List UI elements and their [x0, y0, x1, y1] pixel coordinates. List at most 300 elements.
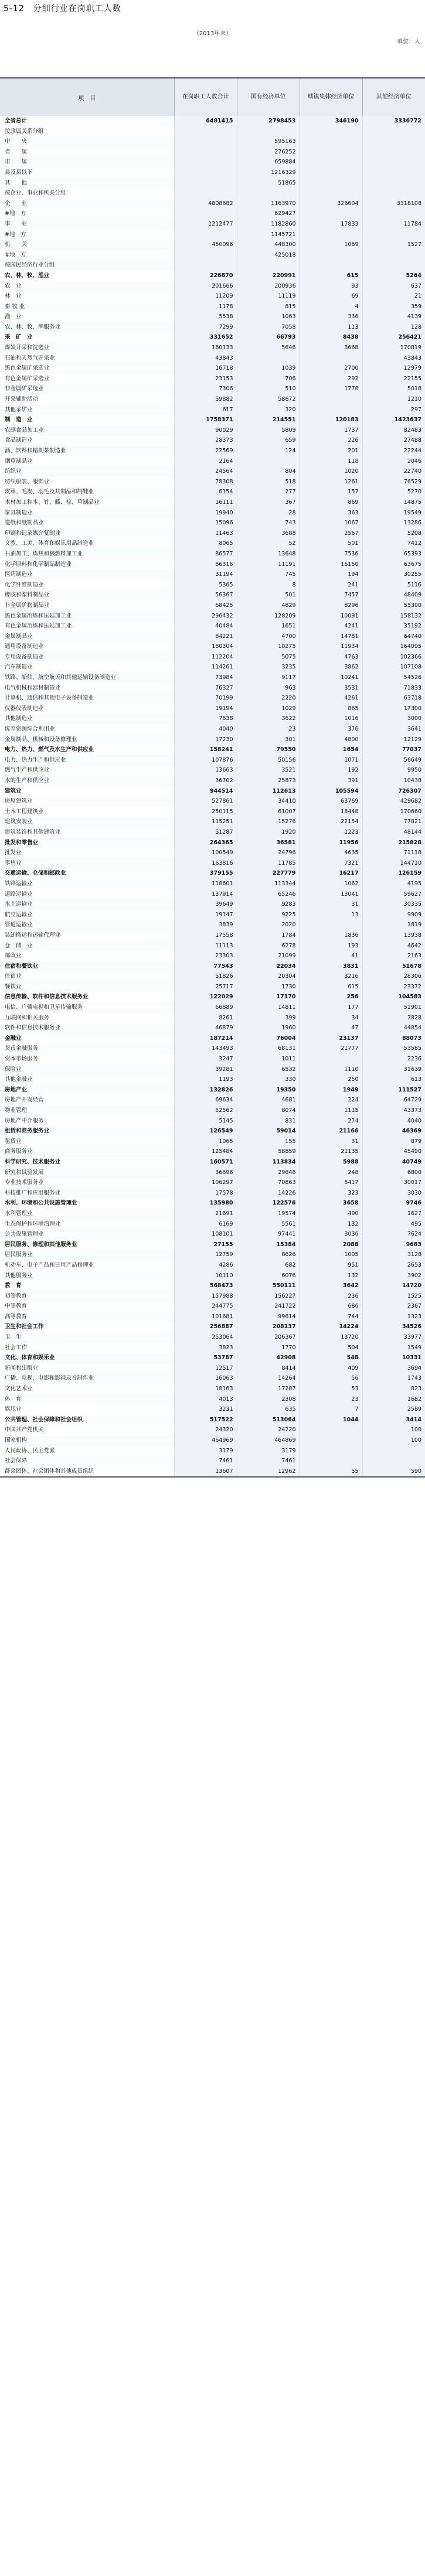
- cell-state: 1029: [237, 704, 300, 714]
- cell-collective: 224: [300, 1095, 362, 1106]
- table-row: [0, 580, 425, 591]
- cell-total: 90029: [174, 425, 237, 436]
- cell-total: 8065: [174, 538, 237, 549]
- table-row: [0, 343, 425, 353]
- cell-total: 944514: [174, 786, 237, 797]
- row-label: 酒、饮料和精制茶制造业: [0, 446, 174, 456]
- cell-state: 743: [237, 518, 300, 528]
- cell-total: 86316: [174, 559, 237, 570]
- cell-collective: 951: [300, 1260, 362, 1271]
- table-row: [0, 1260, 425, 1271]
- row-label: 全省总计: [0, 116, 174, 127]
- cell-state: 8414: [237, 1363, 300, 1374]
- cell-collective: 7321: [300, 858, 362, 869]
- row-label: 房地产中介服务: [0, 1116, 174, 1127]
- cell-collective: 63769: [300, 796, 362, 807]
- cell-other: 63675: [362, 559, 425, 570]
- cell-state: 50156: [237, 755, 300, 766]
- cell-state: 2220: [237, 693, 300, 704]
- cell-total: [174, 260, 237, 271]
- table-body: [0, 116, 425, 1477]
- cell-state: 8626: [237, 1250, 300, 1260]
- cell-other: 10438: [362, 776, 425, 786]
- cell-other: 1525: [362, 1291, 425, 1302]
- cell-total: 51287: [174, 827, 237, 838]
- cell-other: 12129: [362, 735, 425, 745]
- cell-state: 14226: [237, 1188, 300, 1199]
- cell-state: 220991: [237, 271, 300, 281]
- cell-other: 9746: [362, 1198, 425, 1209]
- cell-total: 126549: [174, 1126, 237, 1137]
- cell-collective: 4241: [300, 621, 362, 632]
- cell-state: 1063: [237, 312, 300, 322]
- cell-state: 124: [237, 446, 300, 456]
- cell-collective: [300, 209, 362, 219]
- table-row: [0, 776, 425, 786]
- table-row: [0, 1209, 425, 1219]
- row-label: 国家机构: [0, 1435, 174, 1446]
- cell-state: 1784: [237, 930, 300, 941]
- cell-other: 14875: [362, 497, 425, 508]
- cell-other: 823: [362, 1384, 425, 1394]
- table-row: [0, 1456, 425, 1466]
- row-label: 公共管理、社会保障和社会组织: [0, 1415, 174, 1425]
- cell-total: 16063: [174, 1373, 237, 1384]
- table-row: [0, 1198, 425, 1209]
- cell-total: [174, 157, 237, 168]
- cell-other: 88073: [362, 1033, 425, 1044]
- table-row: [0, 1332, 425, 1343]
- cell-total: 101681: [174, 1312, 237, 1322]
- row-label: 建筑安装业: [0, 817, 174, 827]
- cell-collective: 23: [300, 1394, 362, 1405]
- cell-collective: 3036: [300, 1229, 362, 1240]
- cell-state: 24220: [237, 1425, 300, 1435]
- cell-state: 42908: [237, 1353, 300, 1363]
- cell-collective: 56: [300, 1373, 362, 1384]
- table-row: [0, 518, 425, 528]
- cell-collective: 865: [300, 704, 362, 714]
- row-label: 中国共产党机关: [0, 1425, 174, 1435]
- cell-total: 135980: [174, 1198, 237, 1209]
- table-row: [0, 868, 425, 879]
- cell-other: 9683: [362, 1240, 425, 1250]
- table-row: [0, 601, 425, 611]
- cell-other: 11784: [362, 219, 425, 230]
- cell-total: [174, 168, 237, 178]
- table-row: [0, 807, 425, 817]
- row-label: 邮政业: [0, 951, 174, 961]
- table-row: [0, 714, 425, 724]
- cell-total: 3247: [174, 1054, 237, 1064]
- table-row: [0, 549, 425, 559]
- table-row: [0, 559, 425, 570]
- table-row: [0, 466, 425, 477]
- cell-total: 107876: [174, 755, 237, 766]
- cell-other: 495: [362, 1219, 425, 1230]
- cell-state: 963: [237, 683, 300, 694]
- row-label: 农、林、牧、渔服务业: [0, 322, 174, 333]
- cell-state: 28: [237, 508, 300, 518]
- cell-total: 56367: [174, 590, 237, 601]
- cell-total: 4013: [174, 1394, 237, 1405]
- row-label: 市 属: [0, 157, 174, 168]
- row-label: 按隶属关系分组: [0, 127, 174, 137]
- cell-other: 2653: [362, 1260, 425, 1271]
- row-label: 造纸和纸制品业: [0, 518, 174, 528]
- cell-state: 464869: [237, 1435, 300, 1446]
- cell-collective: 34: [300, 1013, 362, 1023]
- cell-total: 5145: [174, 1116, 237, 1127]
- table-row: [0, 394, 425, 405]
- table-row: [0, 353, 425, 364]
- table-row: [0, 260, 425, 271]
- cell-state: 113834: [237, 1157, 300, 1168]
- cell-total: 25717: [174, 982, 237, 992]
- row-label: 省 属: [0, 147, 174, 158]
- cell-total: 256887: [174, 1322, 237, 1332]
- cell-state: 128209: [237, 611, 300, 622]
- cell-state: 513064: [237, 1415, 300, 1425]
- cell-collective: 256: [300, 992, 362, 1002]
- row-label: 水利管理业: [0, 1209, 174, 1219]
- cell-other: 59627: [362, 889, 425, 900]
- row-label: 娱乐业: [0, 1404, 174, 1415]
- row-label: 电力、热力、燃气及水生产和供应业: [0, 745, 174, 755]
- cell-collective: 177: [300, 1002, 362, 1013]
- table-row: [0, 332, 425, 343]
- cell-state: 7058: [237, 322, 300, 333]
- cell-state: 200936: [237, 281, 300, 292]
- cell-state: 635: [237, 1404, 300, 1415]
- table-row: [0, 817, 425, 827]
- table-row: [0, 477, 425, 487]
- cell-total: [174, 137, 237, 147]
- cell-state: 4681: [237, 1095, 300, 1106]
- table-row: [0, 899, 425, 910]
- cell-collective: 4261: [300, 693, 362, 704]
- cell-other: 12979: [362, 363, 425, 374]
- table-row: [0, 1404, 425, 1415]
- cell-collective: 47: [300, 1023, 362, 1033]
- cell-collective: 323: [300, 1188, 362, 1199]
- cell-total: 13607: [174, 1466, 237, 1478]
- table-row: [0, 528, 425, 539]
- row-label: 有色金属冶炼和压延加工业: [0, 621, 174, 632]
- table-row: [0, 312, 425, 322]
- row-label: 居民服务、修理和其他服务业: [0, 1240, 174, 1250]
- cell-collective: 241: [300, 580, 362, 591]
- cell-other: 590: [362, 1466, 425, 1478]
- cell-total: 4286: [174, 1260, 237, 1271]
- cell-state: 659: [237, 435, 300, 446]
- cell-other: 1627: [362, 1209, 425, 1219]
- cell-collective: 292: [300, 374, 362, 384]
- cell-total: 115251: [174, 817, 237, 827]
- cell-total: 1178: [174, 302, 237, 312]
- cell-collective: 157: [300, 487, 362, 497]
- row-label: 交通运输、仓储和邮政业: [0, 868, 174, 879]
- cell-state: 277: [237, 487, 300, 497]
- row-label: 水的生产和供应业: [0, 776, 174, 786]
- cell-state: 8: [237, 580, 300, 591]
- cell-other: 82483: [362, 425, 425, 436]
- cell-collective: 3216: [300, 971, 362, 982]
- cell-total: 296432: [174, 611, 237, 622]
- cell-total: 617: [174, 405, 237, 415]
- cell-total: 3231: [174, 1404, 237, 1415]
- row-label: 按国民经济行业分组: [0, 260, 174, 271]
- cell-state: 804: [237, 466, 300, 477]
- table-row: [0, 127, 425, 137]
- table-row: [0, 1394, 425, 1405]
- cell-state: 1163970: [237, 199, 300, 209]
- cell-state: 99614: [237, 1312, 300, 1322]
- cell-total: 39281: [174, 1064, 237, 1075]
- row-label: 道路运输业: [0, 889, 174, 900]
- cell-total: 68425: [174, 601, 237, 611]
- table-row: [0, 147, 425, 158]
- cell-state: 58859: [237, 1147, 300, 1157]
- cell-other: 1423637: [362, 415, 425, 425]
- cell-total: 4040: [174, 724, 237, 735]
- table-row: [0, 1301, 425, 1312]
- cell-total: 22569: [174, 446, 237, 456]
- cell-other: 215828: [362, 838, 425, 848]
- row-label: 零售业: [0, 858, 174, 869]
- table-row: [0, 538, 425, 549]
- row-label: 金属制品业: [0, 632, 174, 642]
- row-label: 燃气生产和供应业: [0, 765, 174, 776]
- row-label: 家具制造业: [0, 508, 174, 518]
- cell-state: 831: [237, 1116, 300, 1127]
- cell-other: 56649: [362, 755, 425, 766]
- cell-total: [174, 147, 237, 158]
- row-label: 电力、热力生产和供应业: [0, 755, 174, 766]
- cell-total: 76327: [174, 683, 237, 694]
- table-row: [0, 982, 425, 992]
- table-row: [0, 250, 425, 261]
- cell-other: 100: [362, 1425, 425, 1435]
- cell-other: 107108: [362, 662, 425, 673]
- cell-state: 52: [237, 538, 300, 549]
- row-label: 林 业: [0, 291, 174, 302]
- cell-total: 137914: [174, 889, 237, 900]
- cell-state: 24796: [237, 848, 300, 858]
- cell-state: 113344: [237, 879, 300, 889]
- row-label: 铁路、船舶、航空航天和其他运输设备制造业: [0, 673, 174, 683]
- cell-total: 250115: [174, 807, 237, 817]
- cell-collective: 501: [300, 538, 362, 549]
- cell-collective: 363: [300, 508, 362, 518]
- cell-state: [237, 353, 300, 364]
- cell-collective: 1654: [300, 745, 362, 755]
- cell-other: 7828: [362, 1013, 425, 1023]
- cell-total: 244775: [174, 1301, 237, 1312]
- cell-collective: 4: [300, 302, 362, 312]
- cell-state: [237, 260, 300, 271]
- cell-other: 13938: [362, 930, 425, 941]
- cell-other: 53585: [362, 1043, 425, 1054]
- cell-total: [174, 178, 237, 189]
- table-row: [0, 992, 425, 1002]
- cell-collective: 10241: [300, 673, 362, 683]
- row-label: 煤炭开采和洗选业: [0, 343, 174, 353]
- table-row: [0, 838, 425, 848]
- cell-state: 155: [237, 1137, 300, 1147]
- cell-state: 682: [237, 1260, 300, 1271]
- row-label: 居民服务业: [0, 1250, 174, 1260]
- row-label: 广播、电视、电影和影视录音制作业: [0, 1373, 174, 1384]
- cell-other: 5018: [362, 384, 425, 394]
- row-label: 铁路运输业: [0, 879, 174, 889]
- cell-other: 23372: [362, 982, 425, 992]
- table-row: [0, 137, 425, 147]
- cell-state: [237, 456, 300, 467]
- cell-collective: 248: [300, 1168, 362, 1178]
- cell-other: 104583: [362, 992, 425, 1002]
- row-label: 医药制造业: [0, 569, 174, 580]
- cell-state: 2308: [237, 1394, 300, 1405]
- row-label: 生态保护和环境治理业: [0, 1219, 174, 1230]
- cell-other: [362, 188, 425, 199]
- row-label: 互联网和相关服务: [0, 1013, 174, 1023]
- row-label: 农 业: [0, 281, 174, 292]
- cell-collective: 23137: [300, 1033, 362, 1044]
- cell-total: 28373: [174, 435, 237, 446]
- cell-collective: 194: [300, 569, 362, 580]
- cell-state: 61007: [237, 807, 300, 817]
- cell-other: [362, 168, 425, 178]
- row-label: 县及县以下: [0, 168, 174, 178]
- cell-total: 77543: [174, 961, 237, 972]
- cell-other: 3318108: [362, 199, 425, 209]
- row-label: 房地产业: [0, 1085, 174, 1096]
- cell-total: 112204: [174, 652, 237, 663]
- cell-collective: [300, 230, 362, 240]
- cell-state: 6076: [237, 1271, 300, 1281]
- unit-note: 单位：人: [397, 39, 420, 45]
- cell-collective: 17833: [300, 219, 362, 230]
- cell-collective: [300, 250, 362, 261]
- row-label: 社会工作: [0, 1343, 174, 1353]
- cell-state: [237, 188, 300, 199]
- table-row: [0, 405, 425, 415]
- row-label: 房屋建筑业: [0, 796, 174, 807]
- page-header: [0, 0, 425, 77]
- table-row: [0, 941, 425, 951]
- cell-total: 24564: [174, 466, 237, 477]
- cell-other: 27488: [362, 435, 425, 446]
- cell-state: 4700: [237, 632, 300, 642]
- cell-other: 48409: [362, 590, 425, 601]
- table-row: [0, 961, 425, 972]
- row-label: 机 关: [0, 240, 174, 250]
- cell-state: 17170: [237, 992, 300, 1002]
- table-row: [0, 1415, 425, 1425]
- table-row: [0, 1229, 425, 1240]
- row-label: 专用设备制造业: [0, 652, 174, 663]
- cell-state: 29648: [237, 1168, 300, 1178]
- cell-state: 510: [237, 384, 300, 394]
- cell-state: 79550: [237, 745, 300, 755]
- cell-collective: 744: [300, 1312, 362, 1322]
- cell-state: 8074: [237, 1106, 300, 1116]
- row-label: 化学纤维制造业: [0, 580, 174, 591]
- cell-total: 3839: [174, 920, 237, 930]
- cell-collective: 31: [300, 1137, 362, 1147]
- cell-collective: 226: [300, 435, 362, 446]
- cell-total: 3179: [174, 1446, 237, 1456]
- cell-total: 69634: [174, 1095, 237, 1106]
- cell-state: 5809: [237, 425, 300, 436]
- table-row: [0, 1157, 425, 1168]
- cell-state: 23: [237, 724, 300, 735]
- row-label: 软件和信息技术服务业: [0, 1023, 174, 1033]
- cell-state: 4829: [237, 601, 300, 611]
- row-label: 住宿业: [0, 971, 174, 982]
- cell-other: 30335: [362, 899, 425, 910]
- cell-collective: 2700: [300, 363, 362, 374]
- cell-total: 86577: [174, 549, 237, 559]
- cell-collective: 236: [300, 1291, 362, 1302]
- cell-other: [362, 260, 425, 271]
- cell-collective: 201: [300, 446, 362, 456]
- table-row: [0, 662, 425, 673]
- cell-collective: 869: [300, 497, 362, 508]
- cell-collective: 326604: [300, 199, 362, 209]
- row-label: 黑色金属矿采选业: [0, 363, 174, 374]
- cell-other: 144710: [362, 858, 425, 869]
- row-label: 管道运输业: [0, 920, 174, 930]
- row-label: 水上运输业: [0, 899, 174, 910]
- cell-state: 629427: [237, 209, 300, 219]
- table-row: [0, 363, 425, 374]
- cell-collective: 8438: [300, 332, 362, 343]
- table-row: [0, 322, 425, 333]
- cell-state: 241722: [237, 1301, 300, 1312]
- cell-total: 46879: [174, 1023, 237, 1033]
- cell-other: 9909: [362, 910, 425, 920]
- cell-total: 122029: [174, 992, 237, 1002]
- cell-state: 501: [237, 590, 300, 601]
- cell-total: 36702: [174, 776, 237, 786]
- cell-state: 3179: [237, 1446, 300, 1456]
- cell-other: 10331: [362, 1353, 425, 1363]
- table-row: [0, 1425, 425, 1435]
- cell-total: 1193: [174, 1074, 237, 1085]
- table-row: [0, 1002, 425, 1013]
- cell-collective: 4763: [300, 652, 362, 663]
- employment-table: [0, 77, 425, 1481]
- cell-other: 100: [362, 1435, 425, 1446]
- cell-collective: [300, 127, 362, 137]
- row-label: 食品制造业: [0, 435, 174, 446]
- table-row: [0, 858, 425, 869]
- cell-total: [174, 230, 237, 240]
- cell-other: 22740: [362, 466, 425, 477]
- table-row: [0, 1353, 425, 1363]
- cell-total: 7306: [174, 384, 237, 394]
- cell-other: 21: [362, 291, 425, 302]
- table-row: [0, 1095, 425, 1106]
- cell-state: 3622: [237, 714, 300, 724]
- cell-collective: 615: [300, 982, 362, 992]
- row-label: 木材加工和木、竹、藤、棕、草制品业: [0, 497, 174, 508]
- cell-state: 15276: [237, 817, 300, 827]
- cell-other: 726307: [362, 786, 425, 797]
- row-label: 农、林、牧、渔业: [0, 271, 174, 281]
